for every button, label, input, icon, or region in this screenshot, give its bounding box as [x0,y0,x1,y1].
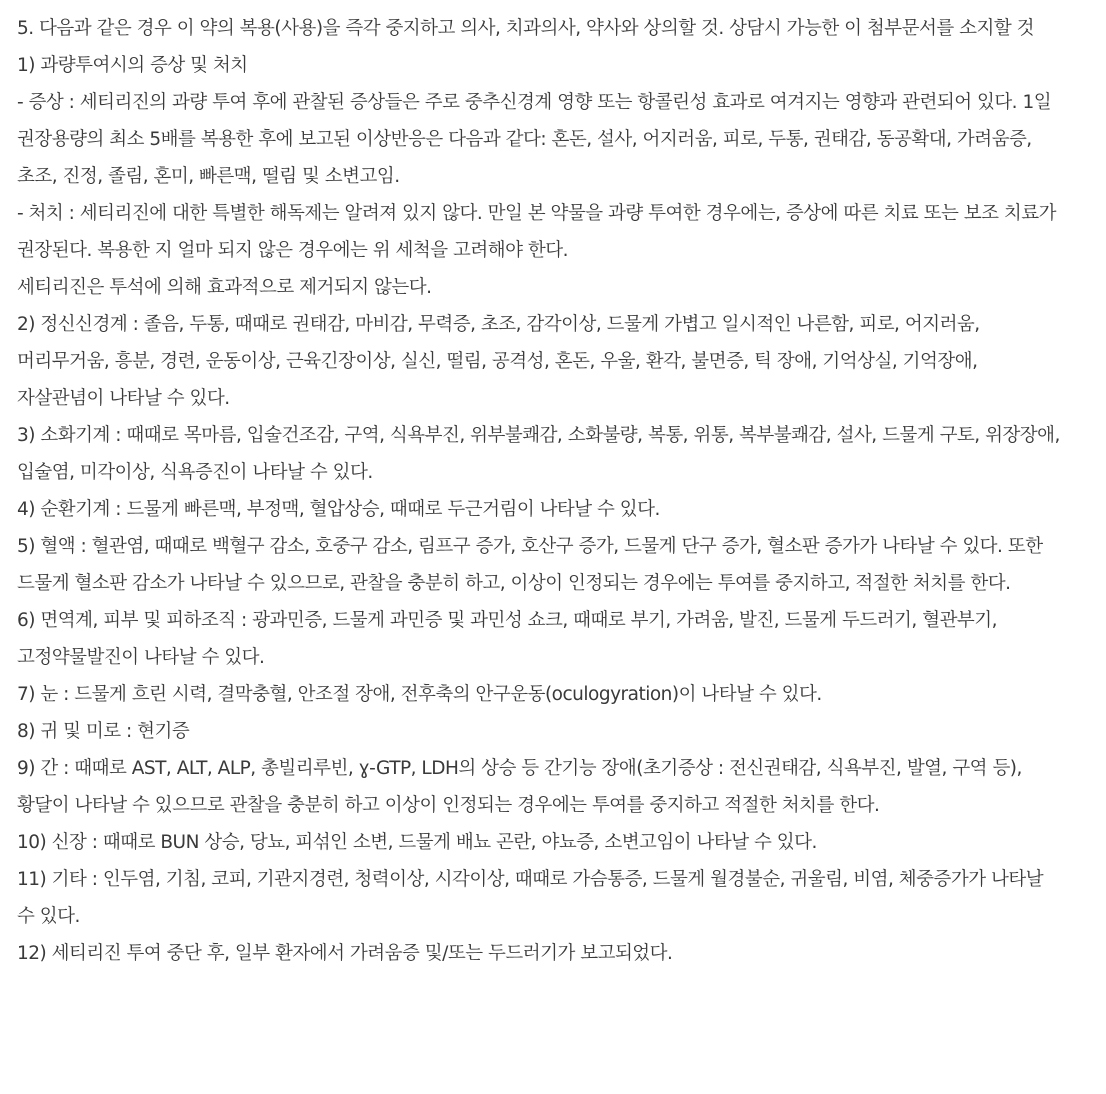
item-neuropsychiatric: 2) 정신신경계 : 졸음, 두통, 때때로 권태감, 마비감, 무력증, 초조, 감각이상, 드물게 가볍고 일시적인 나른함, 피로, 어지러움, 머리무거움, 흥분, 경련, 운동이상, 근육긴장이상, 실신, 떨림, 공격성, 혼돈, 우울, 환각, 불면증, 틱 장애, 기억상실, 기억장애, 자살관념이 나타날 수 있다. [17,314,980,409]
item-circulatory: 4) 순환기계 : 드물게 빠른맥, 부정맥, 혈압상승, 때때로 두근거림이 나타날 수 있다. [17,499,660,520]
item-immune-skin: 6) 면역계, 피부 및 피하조직 : 광과민증, 드물게 과민증 및 과민성 쇼크, 때때로 부기, 가려움, 발진, 드물게 두드러기, 혈관부기, 고정약물발진이 나타날 수 있다. [17,610,998,668]
section-heading: 5. 다음과 같은 경우 이 약의 복용(사용)을 즉각 중지하고 의사, 치과의사, 약사와 상의할 것. 상담시 가능한 이 첨부문서를 소지할 것 [17,18,1035,39]
overdose-treatment: - 처치 : 세티리진에 대한 특별한 해독제는 알려져 있지 않다. 만일 본 약물을 과량 투여한 경우에는, 증상에 따른 치료 또는 보조 치료가 권장된다. 복용한 지 얼마 되지 않은 경우에는 위 세척을 고려해야 한다. [17,203,1056,261]
item-eye: 7) 눈 : 드물게 흐린 시력, 결막충혈, 안조절 장애, 전후축의 안구운동(oculogyration)이 나타날 수 있다. [17,684,822,705]
dialysis-note: 세티리진은 투석에 의해 효과적으로 제거되지 않는다. [17,277,432,298]
item-other: 11) 기타 : 인두염, 기침, 코피, 기관지경련, 청력이상, 시각이상, 때때로 가슴통증, 드물게 월경불순, 귀울림, 비염, 체중증가가 나타날 수 있다. [17,869,1044,927]
item-kidney: 10) 신장 : 때때로 BUN 상승, 당뇨, 피섞인 소변, 드물게 배뇨 곤란, 야뇨증, 소변고임이 나타날 수 있다. [17,832,817,853]
item-ear: 8) 귀 및 미로 : 현기증 [17,721,190,742]
item-digestive: 3) 소화기계 : 때때로 목마름, 입술건조감, 구역, 식욕부진, 위부불쾌감, 소화불량, 복통, 위통, 복부불쾌감, 설사, 드물게 구토, 위장장애, 입술염, 미각이상, 식욕증진이 나타날 수 있다. [17,425,1060,483]
item-discontinuation: 12) 세티리진 투여 중단 후, 일부 환자에서 가려움증 및/또는 두드러기가 보고되었다. [17,943,673,964]
item-blood: 5) 혈액 : 혈관염, 때때로 백혈구 감소, 호중구 감소, 림프구 증가, 호산구 증가, 드물게 단구 증가, 혈소판 증가가 나타날 수 있다. 또한 드물게 혈소판 감소가 나타날 수 있으므로, 관찰을 충분히 하고, 이상이 인정되는 경우에는 투여를 중지하고, 적절한 처치를 한다. [17,536,1043,594]
item-liver: 9) 간 : 때때로 AST, ALT, ALP, 총빌리루빈, ɣ-GTP, LDH의 상승 등 간기능 장애(초기증상 : 전신권태감, 식욕부진, 발열, 구역 등), 황달이 나타날 수 있으므로 관찰을 충분히 하고 이상이 인정되는 경우에는 투여를 중지하고 적절한 처치를 한다. [17,758,1022,816]
subsection-overdose-heading: 1) 과량투여시의 증상 및 처치 [17,55,248,76]
overdose-symptoms: - 증상 : 세티리진의 과량 투여 후에 관찰된 증상들은 주로 중추신경계 영향 또는 항콜린성 효과로 여겨지는 영향과 관련되어 있다. 1일 권장용량의 최소 5배를 복용한 후에 보고된 이상반응은 다음과 같다: 혼돈, 설사, 어지러움, 피로, 두통, 권태감, 동공확대, 가려움증, 초조, 진정, 졸림, 혼미, 빠른맥, 떨림 및 소변고임. [17,92,1052,187]
